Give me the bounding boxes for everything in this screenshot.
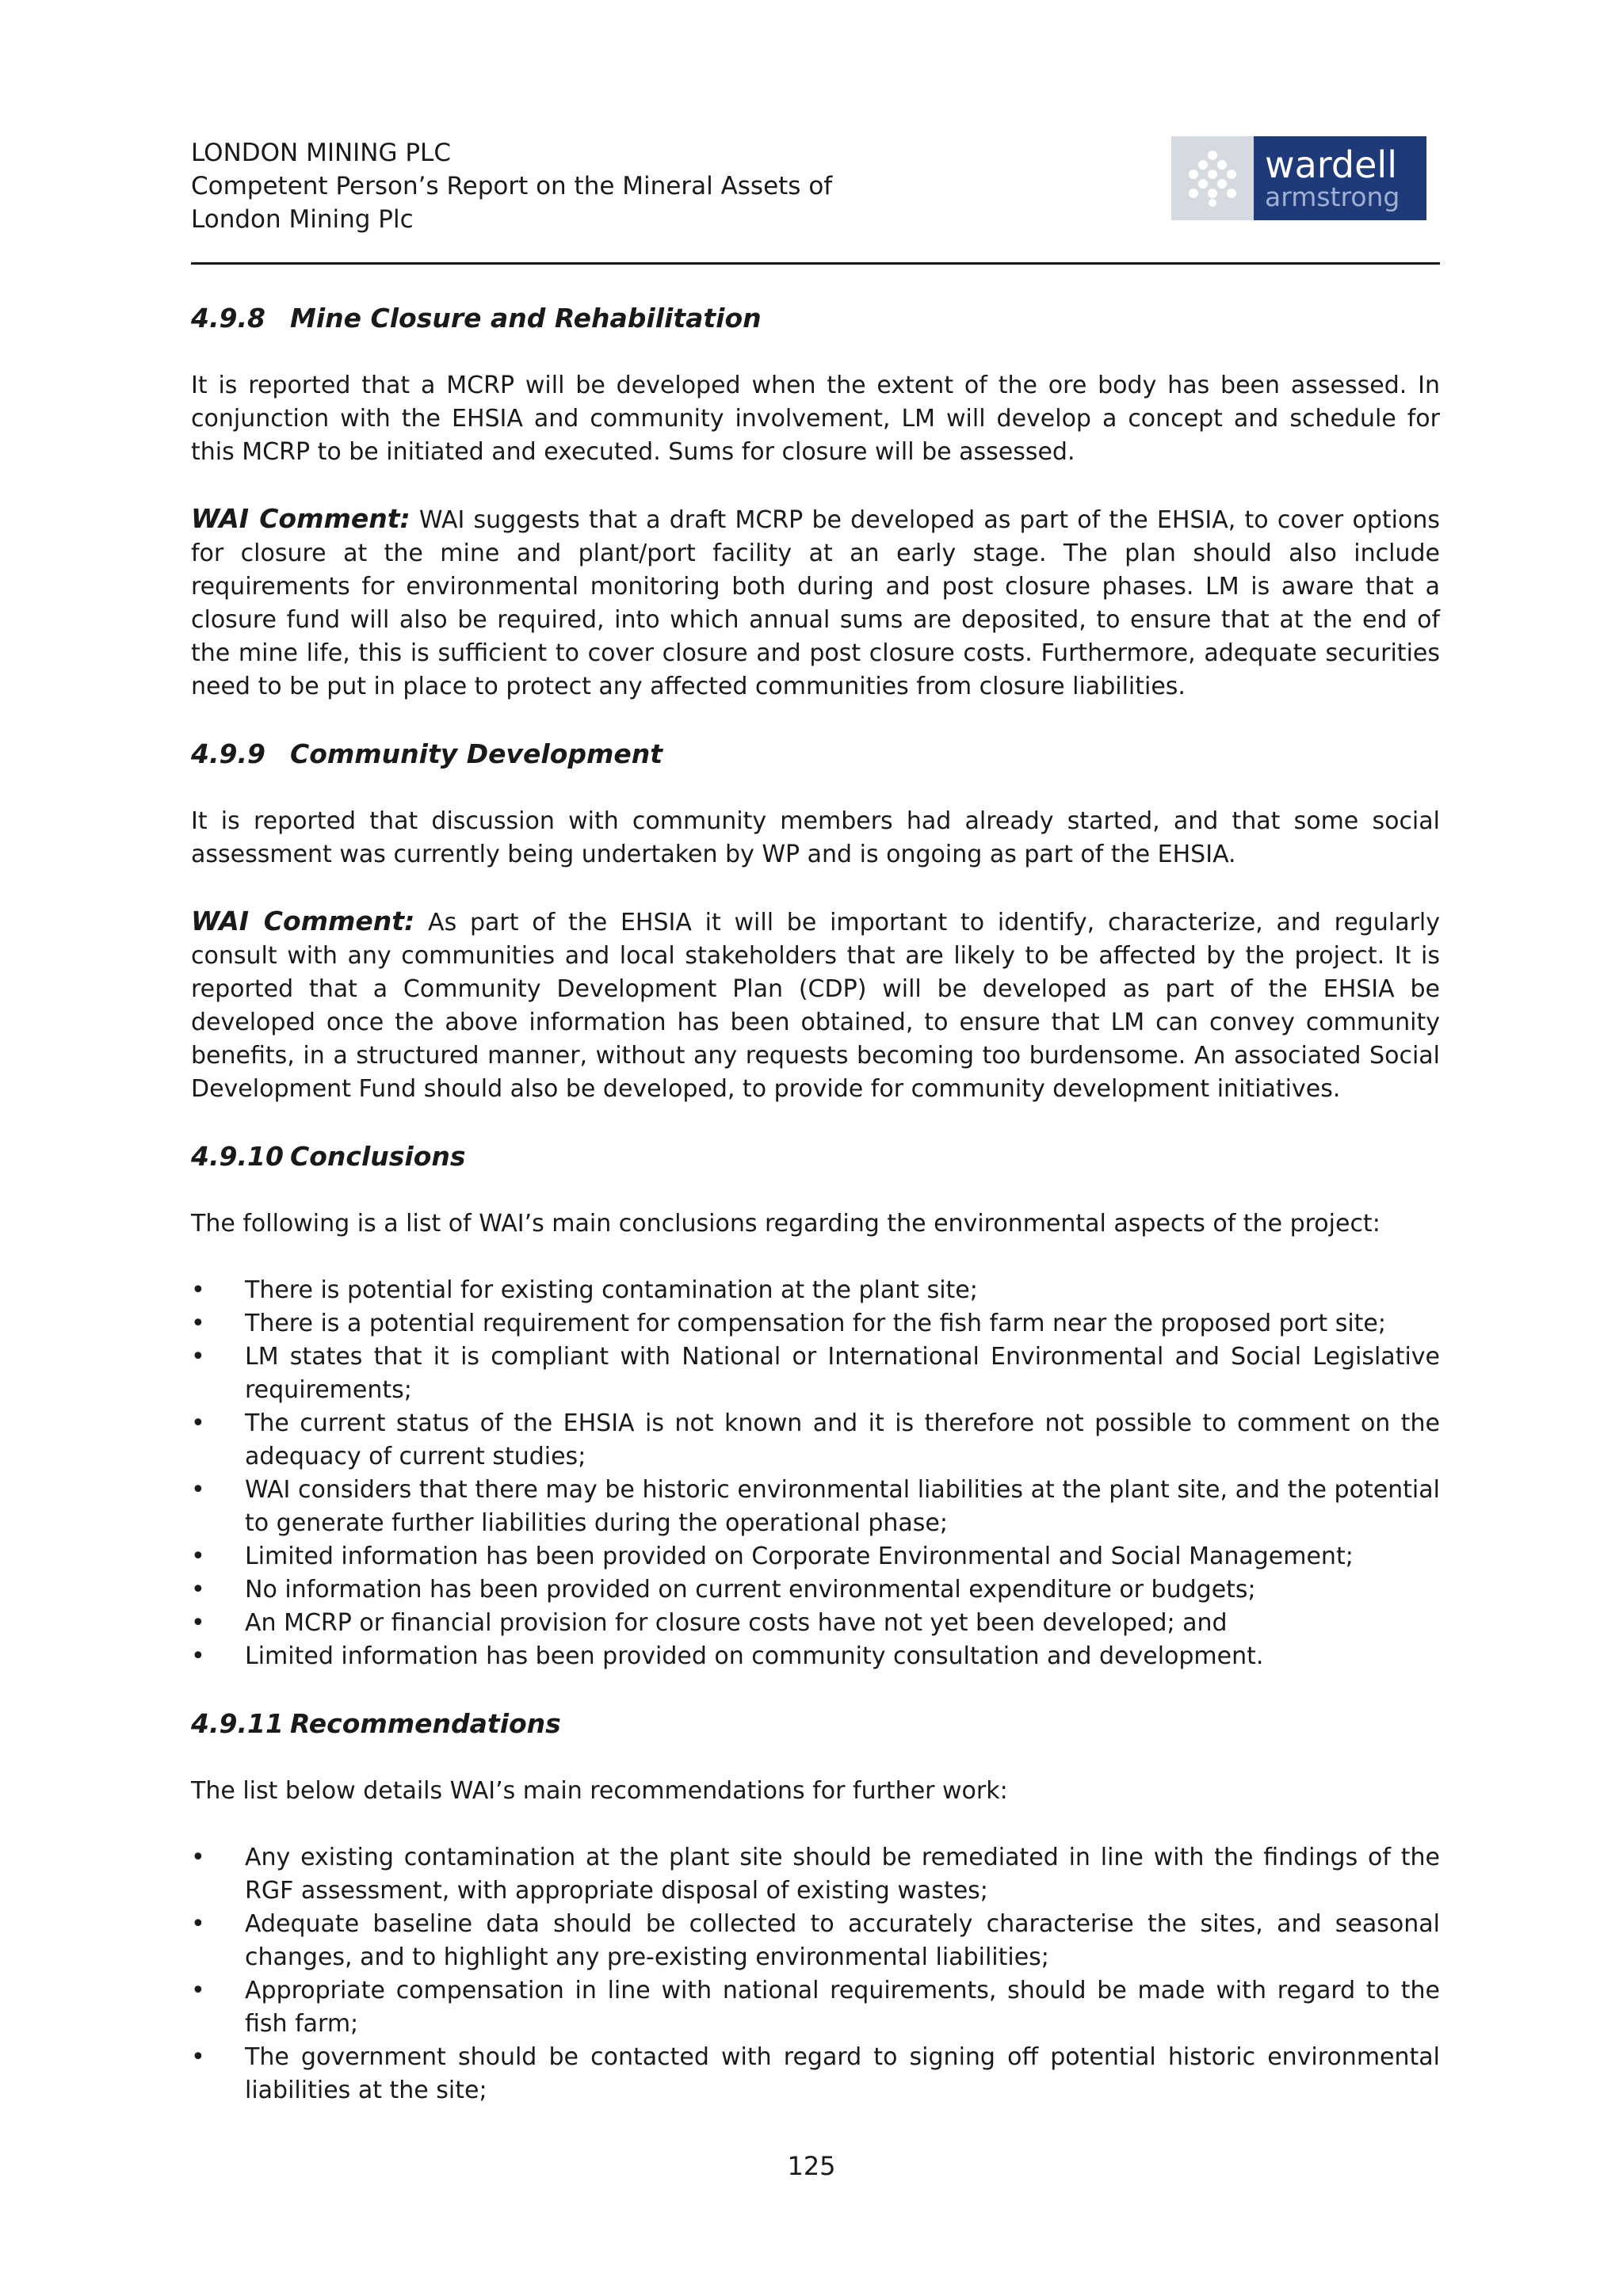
wardell-armstrong-logo bbox=[1171, 136, 1426, 220]
bullet-icon: • bbox=[191, 1310, 205, 1337]
section-title: Recommendations bbox=[290, 1708, 561, 1739]
paragraph: The following is a list of WAI’s main conclusions regarding the environmental aspects of the project: bbox=[191, 1210, 1381, 1238]
header-company: LONDON MINING PLC bbox=[191, 139, 451, 167]
section-heading-4-9-11 bbox=[191, 1707, 1440, 1741]
logo-word-armstrong: armstrong bbox=[1265, 181, 1400, 212]
section-heading-4-9-8 bbox=[191, 301, 1440, 336]
wardell-armstrong-mark-icon bbox=[1171, 136, 1254, 220]
page-number: 125 bbox=[787, 2151, 836, 2181]
list-item: • LM states that it is compliant with National or International Environmental and Social Legislative requirements; bbox=[191, 1341, 1440, 1407]
bullet-icon: • bbox=[191, 1409, 205, 1437]
paragraph: It is reported that discussion with community members had already started, and that some social assessment was currently being undertaken by WP and is ongoing as part of the EHSIA. bbox=[191, 807, 1440, 868]
section-heading-4-9-10 bbox=[191, 1139, 1440, 1174]
logo-word-wardell: wardell bbox=[1265, 143, 1397, 186]
wai-comment-text: As part of the EHSIA it will be important to identify, characterize, and regularly consult with any communities and local stakeholders that are likely to be affected by the project. It is reported that a Community Development Plan (CDP) will be developed as part of the EHSIA be developed once the above information has been obtained, to ensure that LM can convey community benefits, in a structured manner, without any requests becoming too burdensome. An associated Social Development Fund should also be developed, to provide for community development initiatives. bbox=[191, 909, 1441, 1103]
section-title: Mine Closure and Rehabilitation bbox=[290, 303, 762, 334]
recommendations-list bbox=[191, 1841, 1440, 2107]
bullet-icon: • bbox=[191, 1576, 205, 1604]
bullet-icon: • bbox=[191, 1276, 205, 1304]
header-report-title: Competent Person’s Report on the Mineral Assets of bbox=[191, 172, 833, 200]
section-heading-4-9-9 bbox=[191, 737, 1440, 772]
list-item: • Limited information has been provided on community consultation and development. bbox=[191, 1640, 1440, 1673]
wai-comment-paragraph bbox=[191, 502, 1440, 704]
bullet-icon: • bbox=[191, 1543, 205, 1570]
list-item: • Any existing contamination at the plant site should be remediated in line with the findings of the RGF assessment, with appropriate disposal of existing wastes; bbox=[191, 1841, 1440, 1908]
bullet-icon: • bbox=[191, 1977, 205, 2004]
paragraph: It is reported that a MCRP will be developed when the extent of the ore body has been assessed. In conjunction with the EHSIA and community involvement, LM will develop a concept and schedule for this MCRP to be initiated and executed. Sums for closure will be assessed. bbox=[191, 372, 1440, 466]
list-item: • Adequate baseline data should be collected to accurately characterise the sites, and seasonal changes, and to highlight any pre-existing environmental liabilities; bbox=[191, 1908, 1440, 1974]
list-item: • Appropriate compensation in line with national requirements, should be made with regard to the fish farm; bbox=[191, 1974, 1440, 2041]
list-item: • An MCRP or financial provision for closure costs have not yet been developed; and bbox=[191, 1607, 1440, 1640]
list-item: • There is potential for existing contamination at the plant site; bbox=[191, 1274, 1440, 1307]
section-title: Community Development bbox=[290, 738, 663, 769]
wai-comment-label: WAI Comment: bbox=[191, 906, 415, 936]
conclusions-list bbox=[191, 1274, 1440, 1673]
bullet-icon: • bbox=[191, 1642, 205, 1670]
list-item: • No information has been provided on current environmental expenditure or budgets; bbox=[191, 1573, 1440, 1607]
list-item: • WAI considers that there may be historic environmental liabilities at the plant site, and the potential to generate further liabilities during the operational phase; bbox=[191, 1474, 1440, 1540]
list-item: • The government should be contacted with regard to signing off potential historic environmental liabilities at the site; bbox=[191, 2041, 1440, 2107]
section-number: 4.9.9 bbox=[191, 738, 265, 769]
section-number: 4.9.8 bbox=[191, 303, 265, 334]
list-item: • There is a potential requirement for compensation for the fish farm near the proposed port site; bbox=[191, 1307, 1440, 1341]
header-client: London Mining Plc bbox=[191, 205, 414, 234]
header-divider bbox=[191, 262, 1440, 265]
section-number: 4.9.10 bbox=[191, 1141, 284, 1172]
bullet-icon: • bbox=[191, 1476, 205, 1504]
wai-comment-paragraph bbox=[191, 905, 1440, 1106]
bullet-icon: • bbox=[191, 1609, 205, 1637]
section-number: 4.9.11 bbox=[191, 1708, 284, 1739]
bullet-icon: • bbox=[191, 1910, 205, 1938]
wai-comment-text: WAI suggests that a draft MCRP be developed as part of the EHSIA, to cover options for closure at the mine and plant/port facility at an early stage. The plan should also include requirements for environmental monitoring both during and post closure phases. LM is aware that a closure fund will also be required, into which annual sums are deposited, to ensure that at the end of the mine life, this is sufficient to cover closure and post closure costs. Furthermore, adequate securities need to be put in place to protect any affected communities from closure liabilities. bbox=[191, 506, 1440, 700]
list-item: • Limited information has been provided on Corporate Environmental and Social Management; bbox=[191, 1540, 1440, 1573]
wai-comment-label: WAI Comment: bbox=[191, 503, 411, 534]
bullet-icon: • bbox=[191, 1844, 205, 1871]
section-title: Conclusions bbox=[290, 1141, 466, 1172]
paragraph: The list below details WAI’s main recommendations for further work: bbox=[191, 1777, 1008, 1805]
page-body bbox=[191, 301, 1440, 2107]
bullet-icon: • bbox=[191, 1343, 205, 1371]
list-item: • The current status of the EHSIA is not known and it is therefore not possible to comment on the adequacy of current studies; bbox=[191, 1407, 1440, 1474]
bullet-icon: • bbox=[191, 2043, 205, 2071]
